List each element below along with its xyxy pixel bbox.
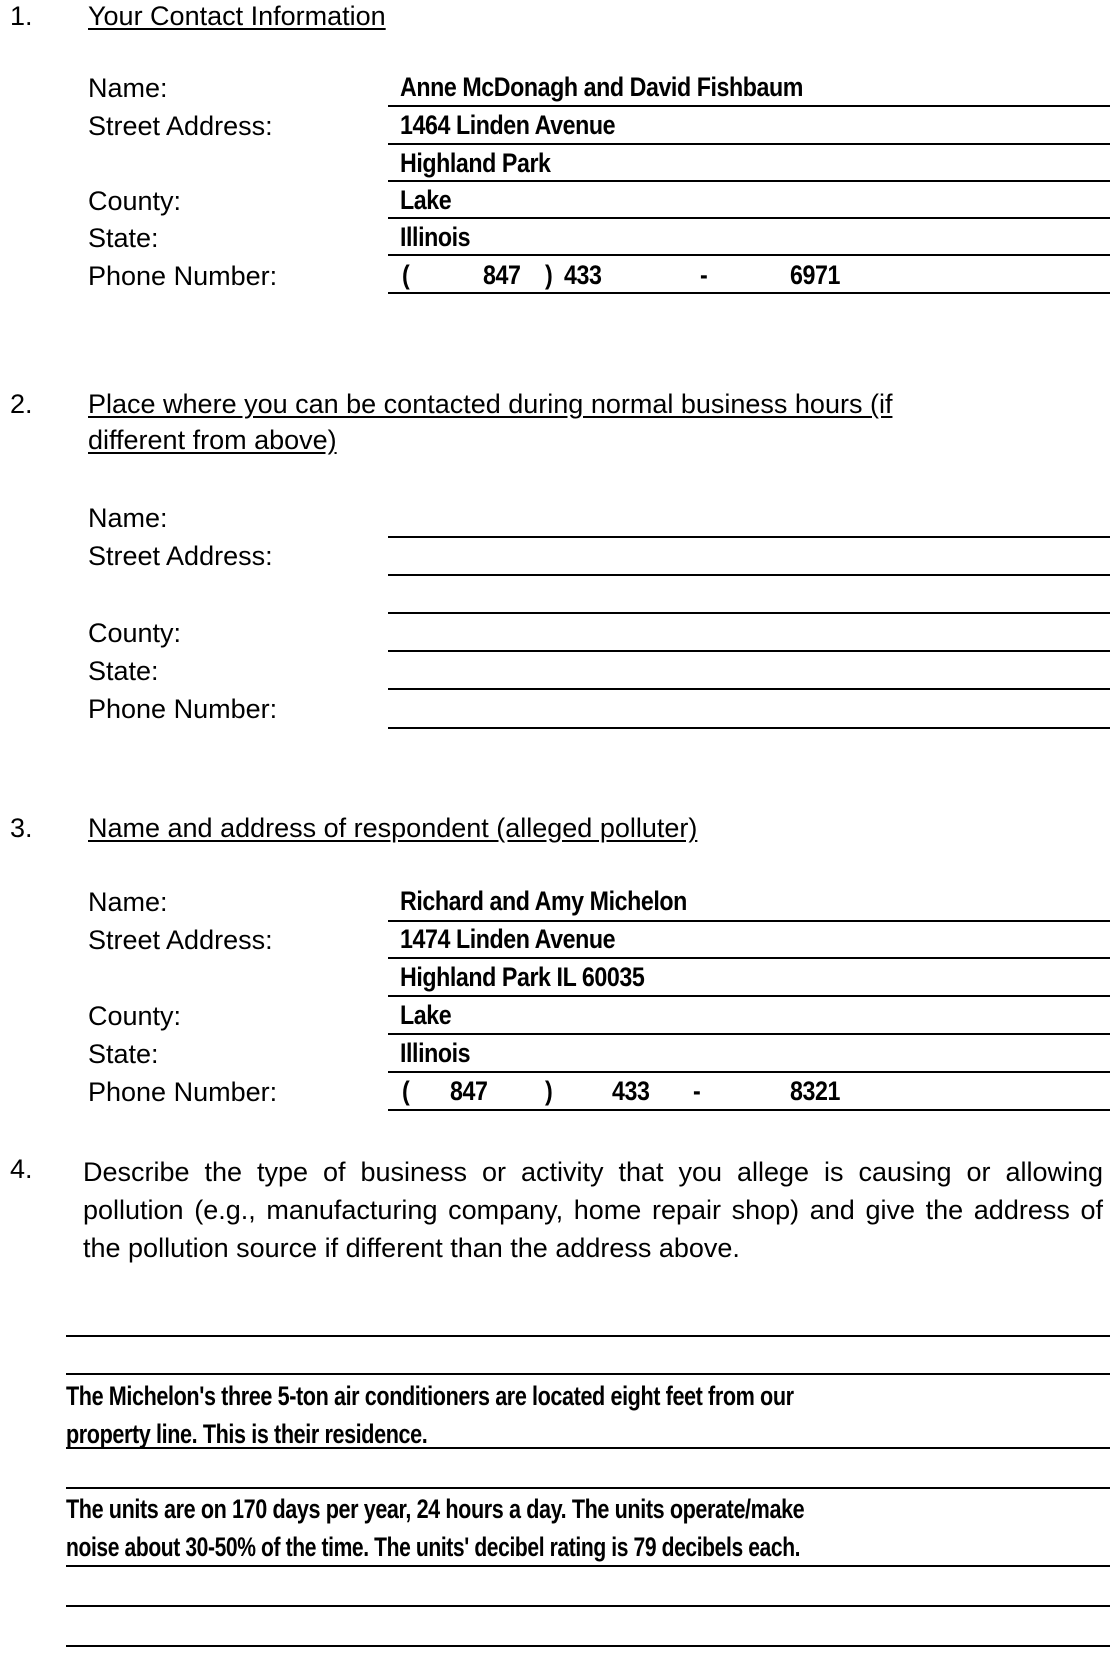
section-2-county-label: County: bbox=[88, 618, 182, 648]
section-1-name-line bbox=[388, 105, 1110, 107]
phone-dash: - bbox=[700, 260, 708, 290]
section-3-state-line bbox=[388, 1071, 1110, 1073]
section-3-street-label: Street Address: bbox=[88, 925, 273, 955]
answer-line-7[interactable] bbox=[66, 1645, 1110, 1647]
section-1-street2-line bbox=[388, 180, 1110, 182]
section-1-state-line bbox=[388, 254, 1110, 256]
section-3-county-label: County: bbox=[88, 1001, 182, 1031]
phone-prefix: 433 bbox=[612, 1076, 650, 1106]
section-4-question: Describe the type of business or activity that you allege is causing or allowing pollution (e.g., manufacturing company, home repair shop) and give the address of the pollution source if different than the address above. bbox=[83, 1157, 1103, 1263]
section-1-street1-line bbox=[388, 143, 1110, 145]
section-2-state-field[interactable] bbox=[388, 688, 1110, 690]
section-3-street1-value[interactable]: 1474 Linden Avenue bbox=[400, 924, 616, 954]
section-2-county-field[interactable] bbox=[388, 650, 1110, 652]
section-1-state-label: State: bbox=[88, 223, 159, 253]
section-1-phone-label: Phone Number: bbox=[88, 261, 278, 291]
section-2-heading-line-2: different from above) bbox=[88, 425, 337, 455]
section-1-name-value[interactable]: Anne McDonagh and David Fishbaum bbox=[400, 72, 803, 102]
section-1-number: 1. bbox=[10, 1, 33, 31]
section-1-county-line bbox=[388, 217, 1110, 219]
section-3-street1-line bbox=[388, 957, 1110, 959]
phone-dash: - bbox=[693, 1076, 701, 1106]
section-2-phone-field[interactable] bbox=[388, 727, 1110, 729]
section-1-street1-value[interactable]: 1464 Linden Avenue bbox=[400, 110, 616, 140]
section-1-street-label: Street Address: bbox=[88, 111, 273, 141]
section-3-state-value[interactable]: Illinois bbox=[400, 1038, 471, 1068]
section-1-street2-value[interactable]: Highland Park bbox=[400, 148, 551, 178]
section-2-heading-line-1: Place where you can be contacted during normal business hours (if bbox=[88, 389, 893, 419]
phone-close-paren: ) bbox=[545, 1076, 553, 1106]
section-3-county-value[interactable]: Lake bbox=[400, 1000, 452, 1030]
section-1-name-label: Name: bbox=[88, 73, 168, 103]
phone-open-paren: ( bbox=[402, 1076, 410, 1106]
phone-area-code: 847 bbox=[450, 1076, 488, 1106]
section-2-phone-label: Phone Number: bbox=[88, 694, 278, 724]
section-3-heading: Name and address of respondent (alleged polluter) bbox=[88, 813, 698, 843]
answer-text-line: The units are on 170 days per year, 24 hours a day. The units operate/make bbox=[66, 1494, 805, 1524]
answer-text-line: The Michelon's three 5-ton air conditioners are located eight feet from our bbox=[66, 1381, 794, 1411]
answer-line-6[interactable] bbox=[66, 1605, 1110, 1607]
section-1-phone-line bbox=[388, 292, 1110, 294]
section-3-street2-value[interactable]: Highland Park IL 60035 bbox=[400, 962, 645, 992]
answer-text-line: property line. This is their residence. bbox=[66, 1419, 428, 1449]
section-3-phone-line bbox=[388, 1109, 1110, 1111]
section-1-heading: Your Contact Information bbox=[88, 1, 386, 31]
phone-open-paren: ( bbox=[402, 260, 410, 290]
phone-prefix: 433 bbox=[564, 260, 602, 290]
section-1-county-value[interactable]: Lake bbox=[400, 185, 452, 215]
section-2-street-label: Street Address: bbox=[88, 541, 273, 571]
section-3-street2-line bbox=[388, 995, 1110, 997]
section-2-name-label: Name: bbox=[88, 503, 168, 533]
section-3-county-line bbox=[388, 1033, 1110, 1035]
answer-line-1[interactable] bbox=[66, 1335, 1110, 1337]
section-2-street2-field[interactable] bbox=[388, 612, 1110, 614]
phone-line-number: 8321 bbox=[790, 1076, 840, 1106]
phone-close-paren: ) bbox=[545, 260, 553, 290]
section-4-answer-paragraph-1[interactable] bbox=[66, 1377, 1106, 1453]
section-4-answer-paragraph-2[interactable] bbox=[66, 1490, 1106, 1566]
section-3-number: 3. bbox=[10, 813, 33, 843]
section-3-state-label: State: bbox=[88, 1039, 159, 1069]
phone-area-code: 847 bbox=[483, 260, 521, 290]
answer-line-4[interactable] bbox=[66, 1487, 1110, 1489]
section-2-street1-field[interactable] bbox=[388, 574, 1110, 576]
section-4-number: 4. bbox=[10, 1154, 33, 1184]
section-3-phone-label: Phone Number: bbox=[88, 1077, 278, 1107]
section-3-name-line bbox=[388, 920, 1110, 922]
section-2-number: 2. bbox=[10, 389, 33, 419]
section-2-name-field[interactable] bbox=[388, 536, 1110, 538]
phone-line-number: 6971 bbox=[790, 260, 840, 290]
section-2-state-label: State: bbox=[88, 656, 159, 686]
section-1-state-value[interactable]: Illinois bbox=[400, 222, 471, 252]
section-3-name-value[interactable]: Richard and Amy Michelon bbox=[400, 886, 687, 916]
section-3-name-label: Name: bbox=[88, 887, 168, 917]
section-1-county-label: County: bbox=[88, 186, 182, 216]
answer-text-line: noise about 30-50% of the time. The units' decibel rating is 79 decibels each. bbox=[66, 1532, 801, 1562]
answer-line-2[interactable] bbox=[66, 1373, 1110, 1375]
